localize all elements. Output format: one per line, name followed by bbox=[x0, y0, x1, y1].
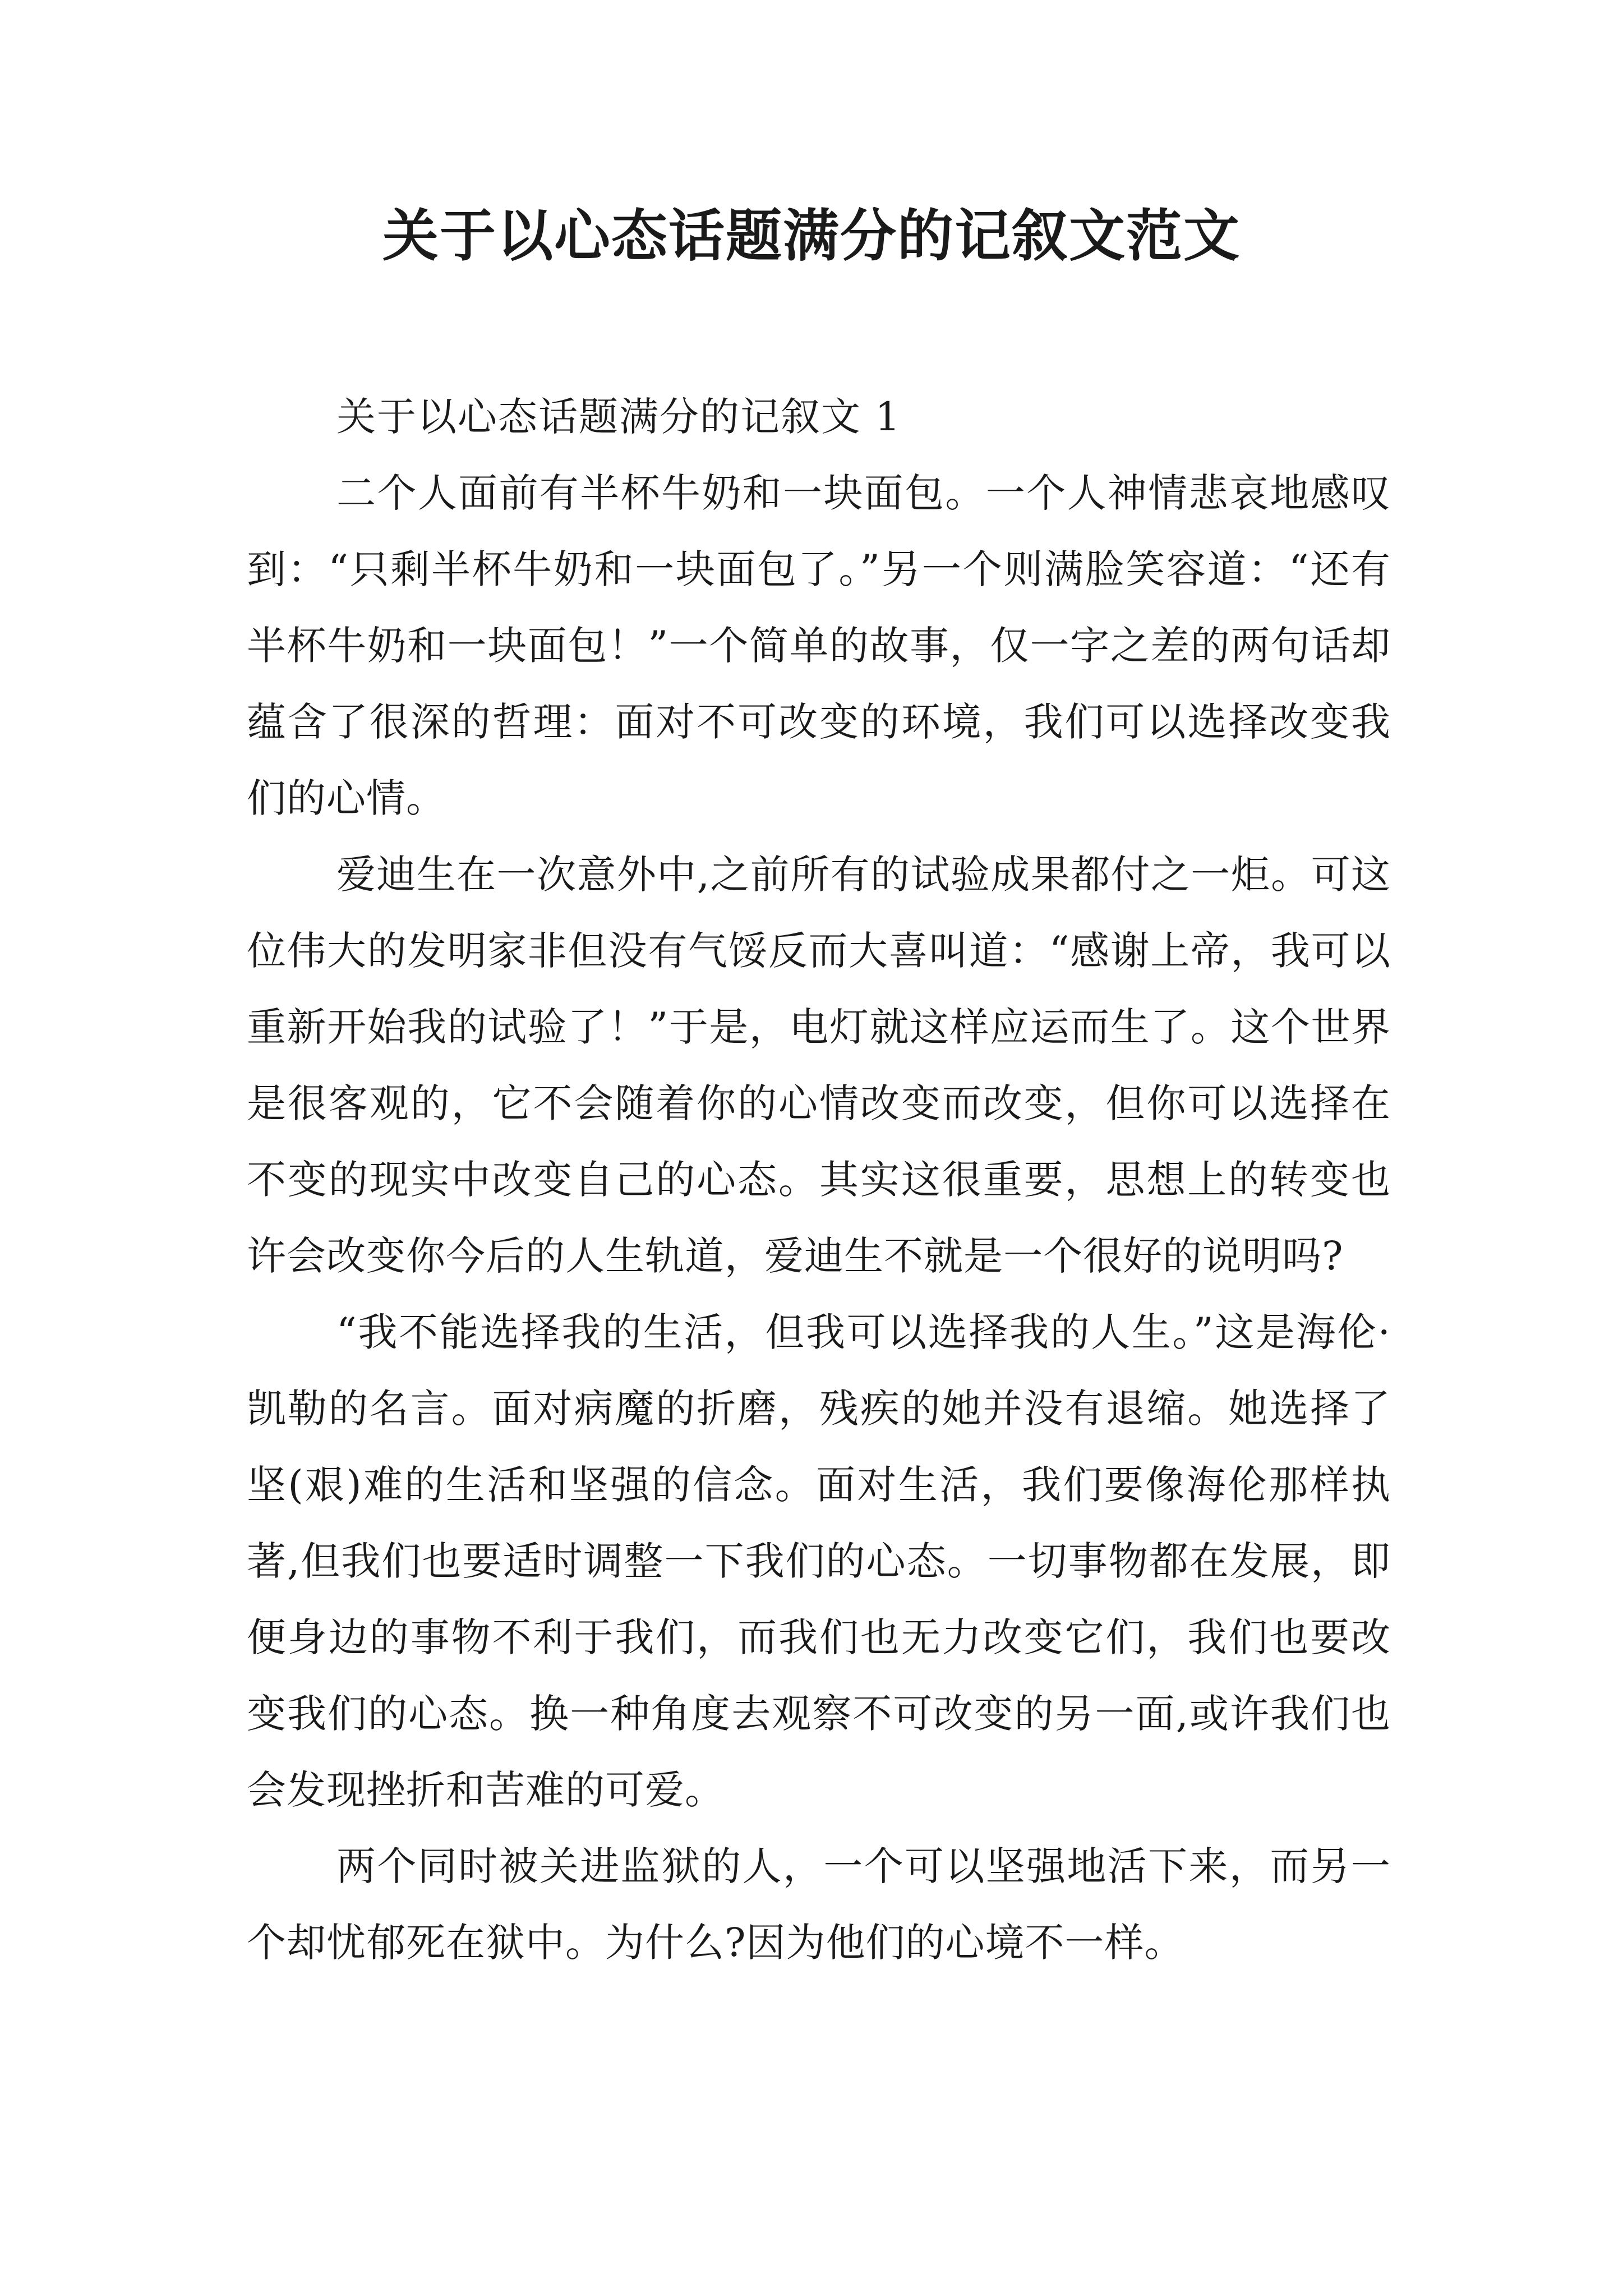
section-heading: 关于以心态话题满分的记叙文 1 bbox=[336, 394, 901, 440]
paragraph-1: 二个人面前有半杯牛奶和一块面包。一个人神情悲哀地感叹到：“只剩半杯牛奶和一块面包了。”另一个则满脸笑容道：“还有半杯牛奶和一块面包！”一个简单的故事，仅一字之差的两句话却蕴含了很深的哲理：面对不可改变的环境，我们可以选择改变我们的心情。 bbox=[247, 470, 1391, 821]
paragraph-2: 爱迪生在一次意外中,之前所有的试验成果都付之一炬。可这位伟大的发明家非但没有气馁反而大喜叫道：“感谢上帝，我可以重新开始我的试验了！”于是，电灯就这样应运而生了。这个世界是很客观的，它不会随着你的心情改变而改变，但你可以选择在不变的现实中改变自己的心态。其实这很重要，思想上的转变也许会改变你今后的人生轨道，爱迪生不就是一个很好的说明吗? bbox=[247, 852, 1391, 1279]
paragraph-3: “我不能选择我的生活，但我可以选择我的人生。”这是海伦·凯勒的名言。面对病魔的折磨，残疾的她并没有退缩。她选择了坚(艰)难的生活和坚强的信念。面对生活，我们要像海伦那样执著,但我们也要适时调整一下我们的心态。一切事物都在发展，即便身边的事物不利于我们，而我们也无力改变它们，我们也要改变我们的心态。换一种角度去观察不可改变的另一面,或许我们也会发现挫折和苦难的可爱。 bbox=[247, 1309, 1391, 1813]
document-title: 关于以心态话题满分的记叙文范文 bbox=[382, 203, 1241, 269]
document-body bbox=[247, 379, 1391, 1981]
paragraph-4: 两个同时被关进监狱的人，一个可以坚强地活下来，而另一个却忧郁死在狱中。为什么?因为他们的心境不一样。 bbox=[247, 1843, 1391, 1966]
